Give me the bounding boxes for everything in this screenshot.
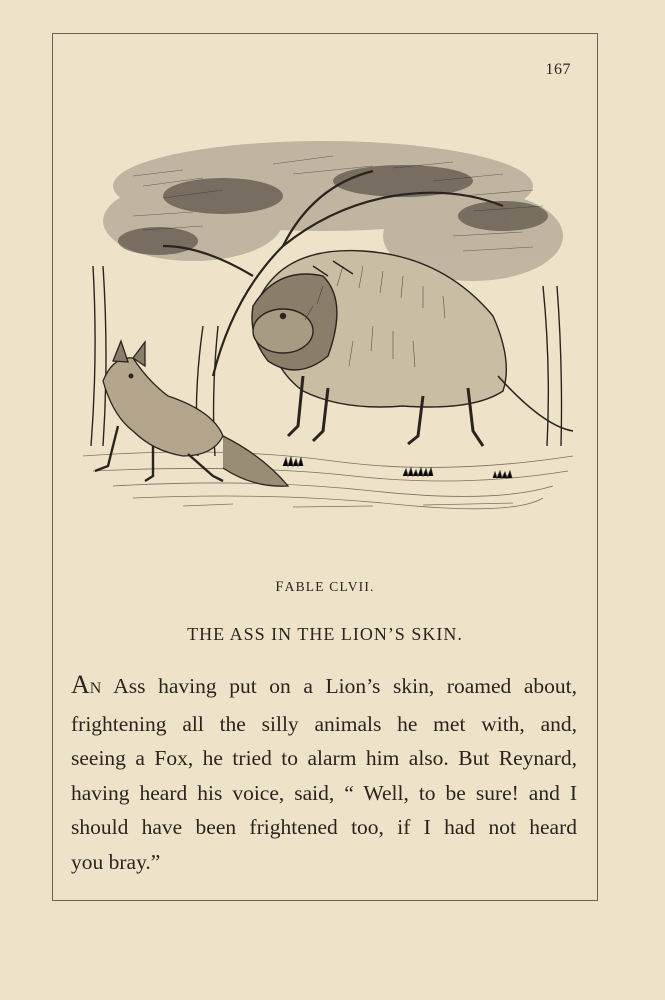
drop-cap: A xyxy=(71,670,90,699)
page-number: 167 xyxy=(545,61,571,78)
fable-label-initial: F xyxy=(275,579,285,595)
body-line-4: having heard his voice, said, “ Well, to be sure! and I xyxy=(71,780,577,805)
fable-body xyxy=(71,668,577,880)
body-line-1-text: Ass having put on a Lion’s skin, roamed about, xyxy=(101,674,577,698)
body-line-1 xyxy=(71,668,577,707)
fable-title: THE ASS IN THE LION’S SKIN. xyxy=(187,624,463,644)
body-line-2: frightening all the silly animals he met with, and, xyxy=(71,711,577,736)
body-line-6: you bray.” xyxy=(71,849,161,874)
body-line-3: seeing a Fox, he tried to alarm him also. But Reynard, xyxy=(71,746,577,771)
small-cap: N xyxy=(89,680,102,697)
page-frame xyxy=(52,33,598,901)
fable-number-label xyxy=(53,579,597,596)
fable-label-rest: ABLE CLVII. xyxy=(284,579,375,594)
fable-illustration xyxy=(73,126,578,511)
body-line-5: should have been frightened too, if I had not heard xyxy=(71,815,577,840)
